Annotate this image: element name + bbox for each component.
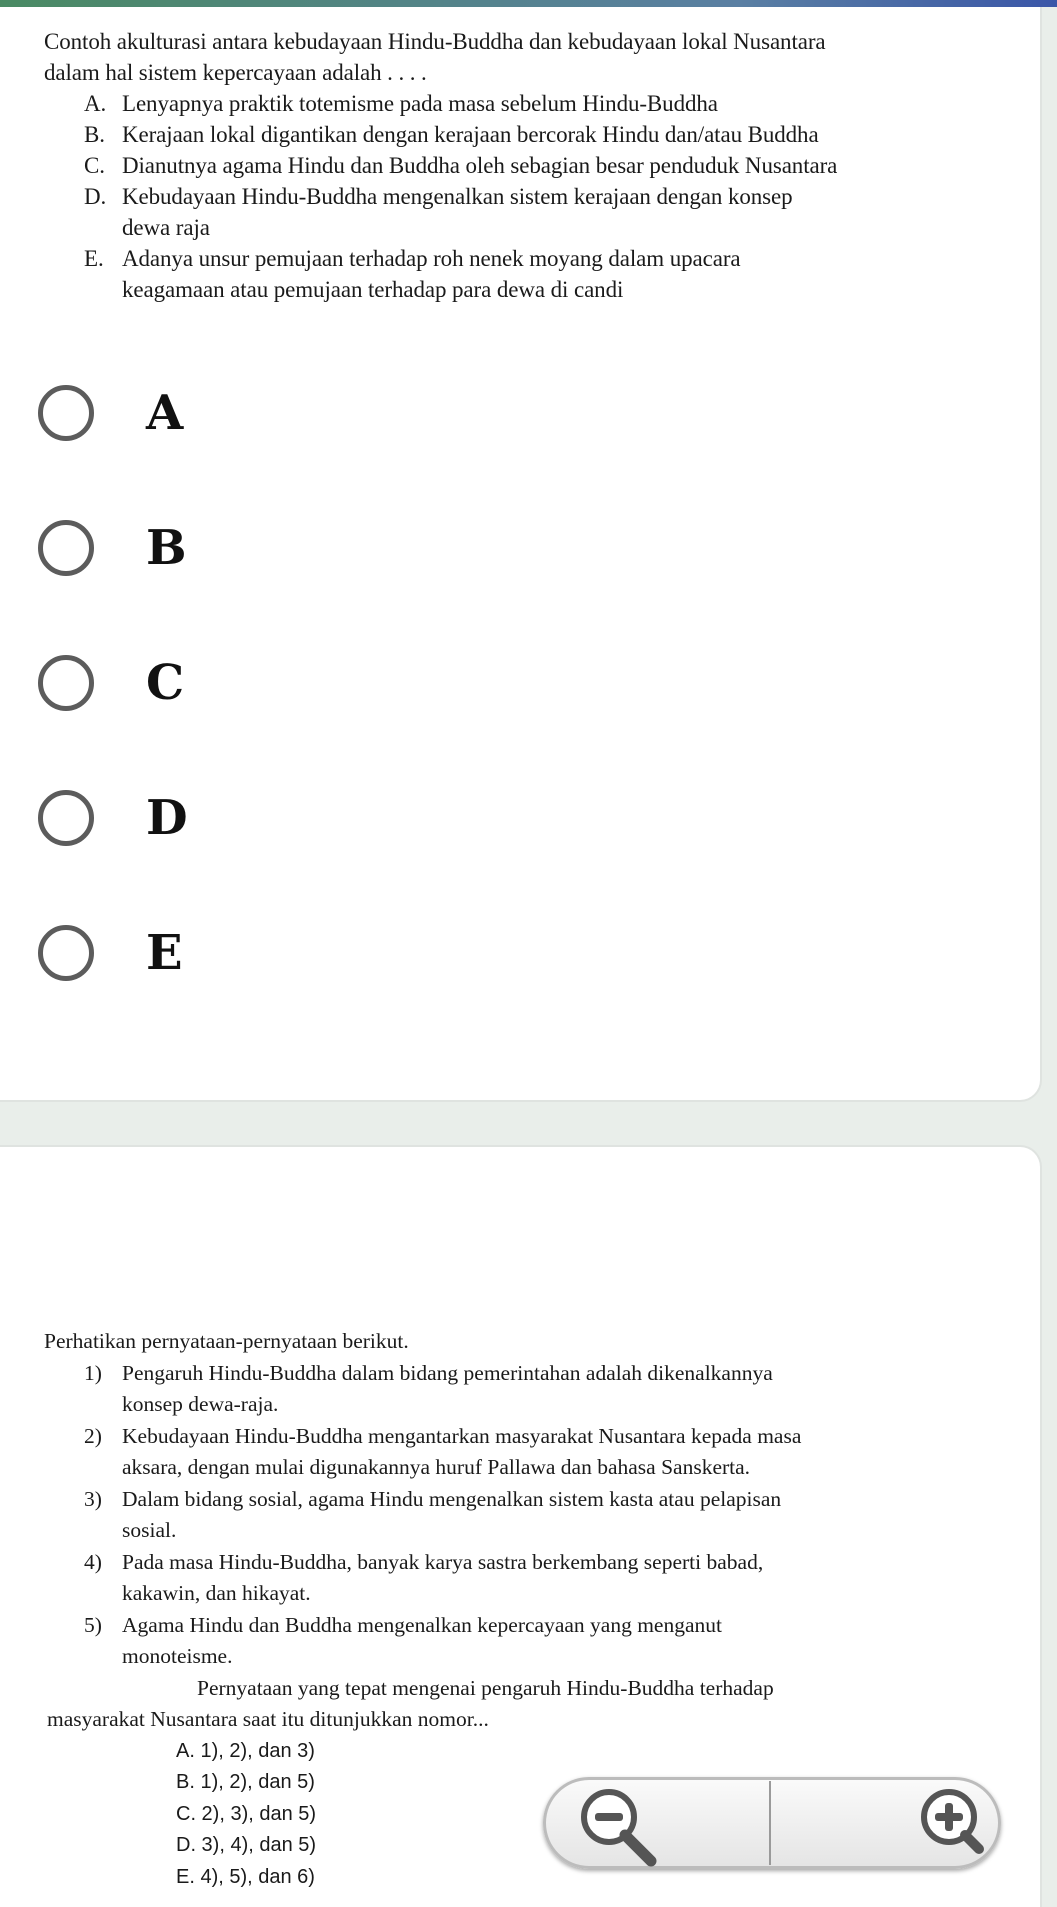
statement-4 xyxy=(44,1547,1004,1610)
statement-number: 4) xyxy=(84,1549,102,1574)
option-letter: A. xyxy=(84,91,107,116)
choice-label-b: B xyxy=(146,520,187,576)
option-text-continued: dewa raja xyxy=(122,215,210,240)
choice-label-e: E xyxy=(146,925,183,981)
radio-button-c[interactable] xyxy=(38,655,94,711)
choice-label-a: A xyxy=(146,385,184,441)
statement-text: Agama Hindu dan Buddha mengenalkan kepercayaan yang menganut xyxy=(122,1612,722,1637)
question-1-stem-line-1: Contoh akulturasi antara kebudayaan Hindu-Buddha dan kebudayaan lokal Nusantara xyxy=(44,29,826,54)
statement-text-continued: konsep dewa-raja. xyxy=(122,1392,279,1416)
answer-choice-d[interactable] xyxy=(38,782,438,862)
question-1-option-d xyxy=(44,181,1024,243)
statement-1 xyxy=(44,1358,1004,1421)
top-accent-bar xyxy=(0,0,1057,7)
question-card-1 xyxy=(0,7,1042,1102)
option-text-continued: keagamaan atau pemujaan terhadap para dewa di candi xyxy=(122,277,624,302)
statement-text-continued: kakawin, dan hikayat. xyxy=(122,1581,311,1605)
option-letter: D. xyxy=(84,184,107,209)
statement-2 xyxy=(44,1421,1004,1484)
option-text: Lenyapnya praktik totemisme pada masa sebelum Hindu-Buddha xyxy=(122,91,718,116)
zoom-out-button[interactable] xyxy=(543,1777,769,1869)
choice-label-d: D xyxy=(146,790,188,846)
question-1-option-e xyxy=(44,243,1024,305)
statement-number: 5) xyxy=(84,1612,102,1637)
statement-text-continued: aksara, dengan mulai digunakannya huruf Pallawa dan bahasa Sanskerta. xyxy=(122,1455,751,1479)
option-text: Dianutnya agama Hindu dan Buddha oleh sebagian besar penduduk Nusantara xyxy=(122,153,838,178)
statement-text: Dalam bidang sosial, agama Hindu mengenalkan sistem kasta atau pelapisan xyxy=(122,1486,782,1511)
zoom-in-button[interactable] xyxy=(771,1777,997,1869)
statement-number: 3) xyxy=(84,1486,102,1511)
statement-number: 1) xyxy=(84,1360,102,1385)
answer-option-a: A. 1), 2), dan 3) xyxy=(176,1739,315,1762)
radio-button-b[interactable] xyxy=(38,520,94,576)
radio-button-e[interactable] xyxy=(38,925,94,981)
question-1-option-list xyxy=(44,88,1024,305)
question-1-option-a xyxy=(44,88,1024,119)
statement-number: 2) xyxy=(84,1423,102,1448)
answer-choice-b[interactable] xyxy=(38,512,438,592)
option-text: Kerajaan lokal digantikan dengan kerajaan bercorak Hindu dan/atau Buddha xyxy=(122,122,819,147)
option-letter: E. xyxy=(84,246,104,271)
answer-option-b: B. 1), 2), dan 5) xyxy=(176,1771,315,1793)
zoom-out-icon xyxy=(561,1777,671,1869)
option-letter: C. xyxy=(84,153,105,178)
statement-text-continued: monoteisme. xyxy=(122,1644,233,1668)
statement-text: Pada masa Hindu-Buddha, banyak karya sastra berkembang seperti babad, xyxy=(122,1549,764,1574)
zoom-in-icon xyxy=(917,1777,987,1869)
choice-label-c: C xyxy=(146,655,185,711)
radio-button-d[interactable] xyxy=(38,790,94,846)
radio-button-a[interactable] xyxy=(38,385,94,441)
question-1-option-b xyxy=(44,119,1024,150)
answer-choice-a[interactable] xyxy=(38,377,438,457)
closing-line-2: masyarakat Nusantara saat itu ditunjukkan nomor... xyxy=(47,1707,489,1731)
question-1-option-c xyxy=(44,150,1024,181)
question-1-text xyxy=(44,26,1024,305)
answer-choice-e[interactable] xyxy=(38,917,438,997)
statement-text: Kebudayaan Hindu-Buddha mengantarkan masyarakat Nusantara kepada masa xyxy=(122,1423,802,1448)
statement-text: Pengaruh Hindu-Buddha dalam bidang pemerintahan adalah dikenalkannya xyxy=(122,1360,773,1385)
question-2-stem: Perhatikan pernyataan-pernyataan berikut. xyxy=(44,1329,409,1353)
option-letter: B. xyxy=(84,122,105,147)
answer-option-d: D. 3), 4), dan 5) xyxy=(176,1834,317,1856)
closing-line-1: Pernyataan yang tepat mengenai pengaruh Hindu-Buddha terhadap xyxy=(197,1675,774,1700)
statement-text-continued: sosial. xyxy=(122,1518,177,1542)
question-1-stem-line-2: dalam hal sistem kepercayaan adalah . . . . xyxy=(44,60,427,85)
option-text: Adanya unsur pemujaan terhadap roh nenek moyang dalam upacara xyxy=(122,246,741,271)
answer-option-c: C. 2), 3), dan 5) xyxy=(176,1802,317,1825)
statement-3 xyxy=(44,1484,1004,1547)
answer-option-e: E. 4), 5), dan 6) xyxy=(176,1865,315,1888)
question-1-stem xyxy=(44,26,1024,88)
question-2-statement-list xyxy=(44,1358,1004,1673)
answer-choice-c[interactable] xyxy=(38,647,438,727)
zoom-control xyxy=(543,1777,1001,1869)
statement-5 xyxy=(44,1610,1004,1673)
question-2-closing xyxy=(44,1673,1004,1736)
option-text: Kebudayaan Hindu-Buddha mengenalkan sistem kerajaan dengan konsep xyxy=(122,184,793,209)
